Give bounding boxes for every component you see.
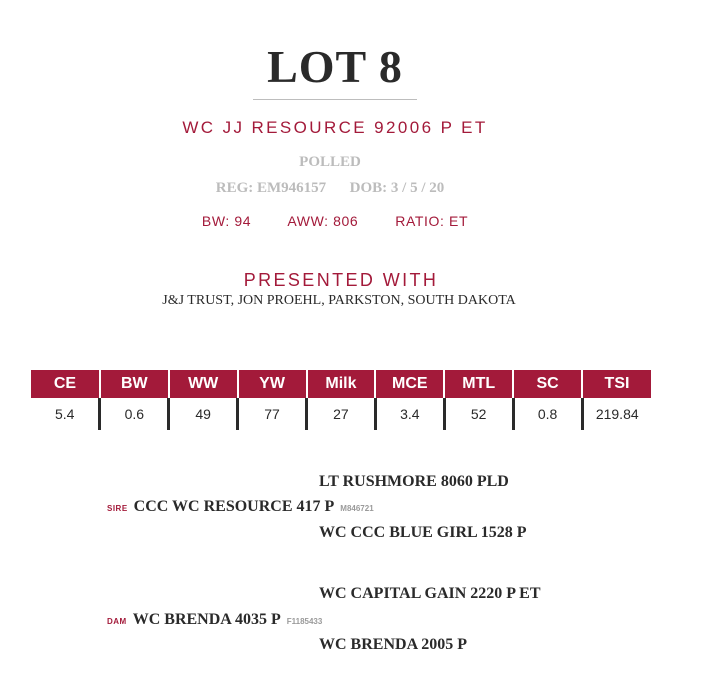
presented-heading: PRESENTED WITH xyxy=(243,270,439,290)
epd-value-mce: 3.4 xyxy=(375,398,444,430)
ratio: RATIO: ET xyxy=(395,213,469,229)
dam-registration: F1185433 xyxy=(286,617,323,626)
epd-value-milk: 27 xyxy=(307,398,376,430)
registration-number: REG: EM946157 xyxy=(215,180,327,196)
sire-line xyxy=(107,498,374,516)
birth-weight: BW: 94 xyxy=(201,213,252,229)
epd-table xyxy=(31,370,651,430)
epd-header-tsi: TSI xyxy=(582,370,651,398)
sire-tag: SIRE xyxy=(107,504,128,513)
epd-header-milk: Milk xyxy=(307,370,376,398)
epd-header-ww: WW xyxy=(169,370,238,398)
sire-sire: LT RUSHMORE 8060 PLD xyxy=(319,473,509,490)
epd-header-sc: SC xyxy=(513,370,582,398)
date-of-birth: DOB: 3 / 5 / 20 xyxy=(349,180,445,196)
dam-tag: DAM xyxy=(107,617,127,626)
dam-dam: WC BRENDA 2005 P xyxy=(319,636,468,653)
animal-name: WC JJ RESOURCE 92006 P ET xyxy=(182,118,488,137)
sire-name: CCC WC RESOURCE 417 P xyxy=(133,498,335,515)
epd-value-yw: 77 xyxy=(238,398,307,430)
epd-value-tsi: 219.84 xyxy=(582,398,651,430)
epd-value-bw: 0.6 xyxy=(100,398,169,430)
dam-line xyxy=(107,611,322,629)
epd-value-sc: 0.8 xyxy=(513,398,582,430)
weights-line xyxy=(0,213,670,229)
dam-name: WC BRENDA 4035 P xyxy=(132,611,281,628)
sire-dam: WC CCC BLUE GIRL 1528 P xyxy=(319,524,527,541)
consignor-text: J&J TRUST, JON PROEHL, PARKSTON, SOUTH DAKOTA xyxy=(162,293,516,308)
epd-header-mce: MCE xyxy=(375,370,444,398)
epd-header-yw: YW xyxy=(238,370,307,398)
dam-sire: WC CAPITAL GAIN 2220 P ET xyxy=(319,585,541,602)
title-divider xyxy=(253,99,417,100)
epd-value-row xyxy=(31,398,651,430)
epd-header-ce: CE xyxy=(31,370,100,398)
lot-title: LOT 8 xyxy=(267,41,403,92)
epd-value-ce: 5.4 xyxy=(54,406,75,422)
epd-header-bw: BW xyxy=(100,370,169,398)
epd-header-row xyxy=(31,370,651,398)
registration-line xyxy=(0,180,660,197)
epd-header-mtl: MTL xyxy=(444,370,513,398)
adjusted-weaning-weight: AWW: 806 xyxy=(287,213,359,229)
epd-value-mtl: 52 xyxy=(444,398,513,430)
epd-value-ww: 49 xyxy=(169,398,238,430)
polled-status: POLLED xyxy=(299,154,361,170)
sire-registration: M846721 xyxy=(340,504,374,513)
